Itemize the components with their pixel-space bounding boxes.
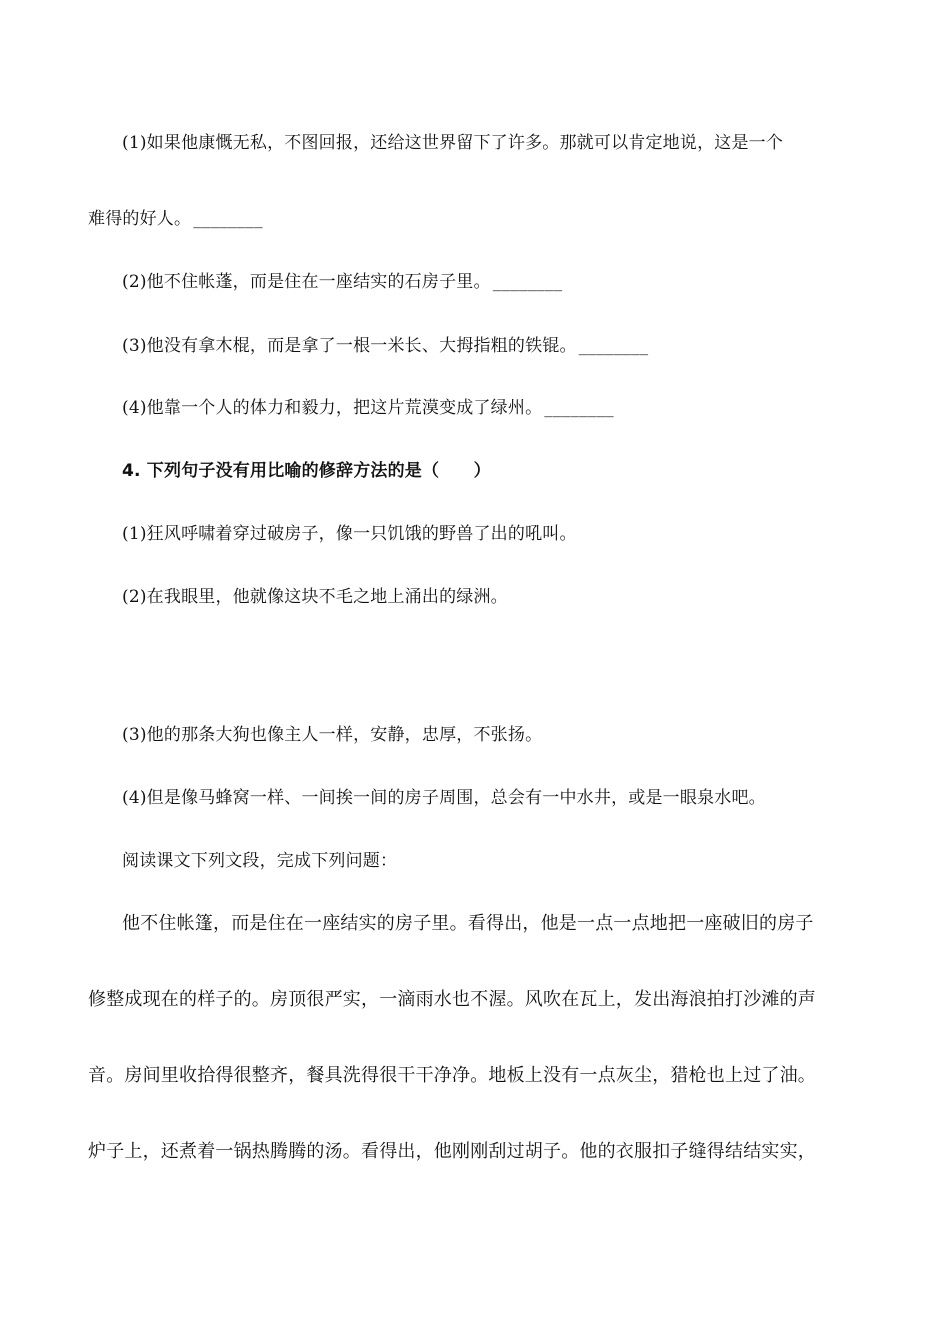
- q4-heading: 4. 下列句子没有用比喻的修辞方法的是（ ）: [122, 461, 491, 481]
- reading-instruction: 阅读课文下列文段，完成下列问题：: [122, 851, 398, 871]
- q3-item-2: [122, 270, 562, 294]
- passage-line-2: 修整成现在的样子的。房顶很严实，一滴雨水也不渥。风吹在瓦上，发出海浪拍打沙滩的声: [88, 989, 816, 1010]
- q3-item-1-line1: (1)如果他康慨无私，不图回报，还给这世界留下了许多。那就可以肯定地说，这是一个: [122, 133, 784, 153]
- q4-option-2: (2)在我眼里，他就像这块不毛之地上涌出的绿洲。: [122, 587, 508, 607]
- q4-option-3: (3)他的那条大狗也像主人一样，安静，忠厚，不张扬。: [122, 725, 543, 745]
- q3-item-4-text: (4)他靠一个人的体力和毅力，把这片荒漠变成了绿州。: [122, 398, 543, 418]
- answer-blank-3[interactable]: ________: [578, 336, 649, 356]
- answer-blank-4[interactable]: ________: [544, 398, 614, 418]
- passage-line-4: 炉子上，还煮着一锅热腾腾的汤。看得出，他刚刚刮过胡子。他的衣服扣子缝得结结实实，: [88, 1141, 816, 1162]
- q3-item-4: [122, 396, 614, 420]
- passage-line-3: 音。房间里收拾得很整齐，餐具洗得很干干净净。地板上没有一点灰尘，猎枪也上过了油。: [88, 1065, 816, 1086]
- q3-item-1-line2: [88, 207, 263, 231]
- passage-line-1: 他不住帐篷，而是住在一座结实的房子里。看得出，他是一点一点地把一座破旧的房子: [122, 913, 814, 934]
- q4-option-1: (1)狂风呼啸着穿过破房子，像一只饥饿的野兽了出的吼叫。: [122, 524, 577, 544]
- q3-item-3: [122, 334, 648, 358]
- q3-item-3-text: (3)他没有拿木棍，而是拿了一根一米长、大拇指粗的铁锟。: [122, 336, 577, 356]
- q4-option-4: (4)但是像马蜂窝一样、一间挨一间的房子周围，总会有一中水井，或是一眼泉水吧。: [122, 788, 766, 808]
- q3-item-1-text: 难得的好人。: [88, 209, 192, 229]
- answer-blank-2[interactable]: ________: [492, 272, 563, 292]
- answer-blank-1[interactable]: ________: [193, 209, 263, 229]
- q3-item-2-text: (2)他不住帐蓬，而是住在一座结实的石房子里。: [122, 272, 491, 292]
